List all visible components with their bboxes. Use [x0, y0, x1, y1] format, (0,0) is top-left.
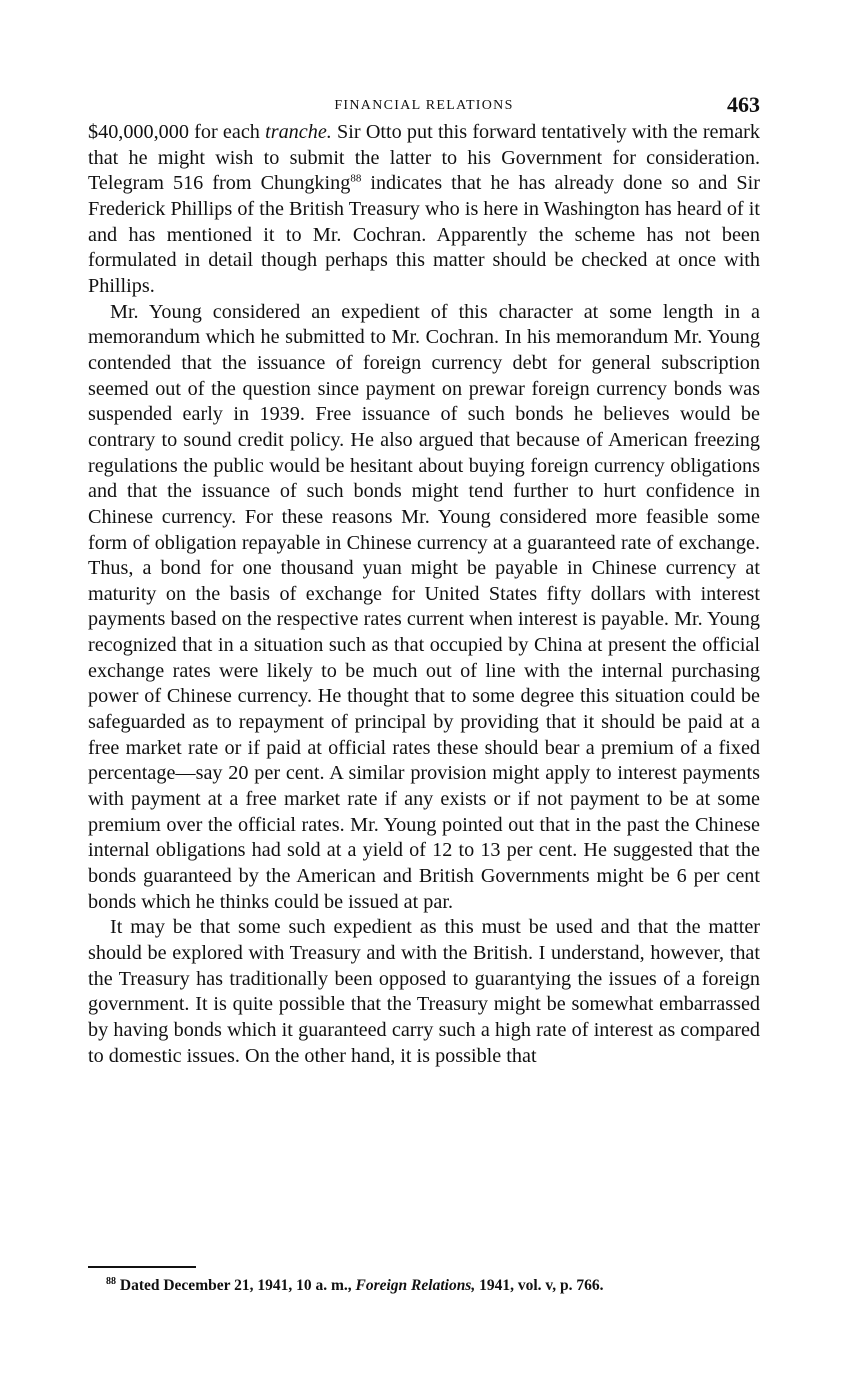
- paragraph-1-italic: tranche.: [265, 121, 332, 143]
- footnote: [106, 1276, 766, 1296]
- document-page: [88, 88, 760, 1069]
- paragraph-1-text-a: $40,000,000 for each: [88, 121, 266, 143]
- running-title: FINANCIAL RELATIONS: [334, 98, 514, 113]
- paragraph-2: Mr. Young considered an expedient of this character at some length in a memorandum which he submitted to Mr. Cochran. In his memorandum Mr. Young contended that the issuance of foreign currency debt for general subscription seemed out of the question since payment on prewar foreign currency bonds was suspended early in 1939. Free issuance of such bonds he believes would be contrary to sound credit policy. He also argued that because of American freezing regulations the public would be hesitant about buying foreign currency obligations and that the issuance of such bonds might tend further to hurt confidence in Chinese currency. For these reasons Mr. Young considered more feasible some form of obligation repayable in Chinese currency at a guaranteed rate of exchange. Thus, a bond for one thousand yuan might be payable in Chinese currency at maturity on the basis of exchange for United States fifty dollars with interest payments based on the respective rates current when interest is payable. Mr. Young recognized that in a situation such as that occupied by China at present the official exchange rates were likely to be much out of line with the internal purchasing power of Chinese currency. He thought that to some degree this situation could be safeguarded as to repayment of principal by providing that it should be paid at a free market rate or if paid at official rates these should bear a premium of a fixed percentage—say 20 per cent. A similar provision might apply to interest payments with payment at a free market rate if any exists or if not payment to be at some premium over the official rates. Mr. Young pointed out that in the past the Chinese internal obligations had sold at a yield of 12 to 13 per cent. He suggested that the bonds guaranteed by the American and British Governments might be 6 per cent bonds which he thinks could be issued at par.: [88, 300, 760, 913]
- footnote-text-a: Dated December 21, 1941, 10 a. m.,: [116, 1277, 356, 1294]
- body-text: [88, 120, 760, 1069]
- paragraph-1: [88, 120, 760, 300]
- paragraph-1-text-b: Sir Otto put this forward tentatively with the remark that he might wish to submit the latter to his Government for consideration. Telegram 516 from Chungking: [88, 121, 760, 195]
- footnote-italic: Foreign Relations,: [355, 1277, 476, 1294]
- running-head: [88, 88, 760, 120]
- footnote-divider: [88, 1266, 196, 1268]
- footnote-text-b: 1941, vol. v, p. 766.: [475, 1277, 604, 1294]
- page-number: 463: [727, 92, 760, 117]
- footnote-reference: 88: [350, 172, 362, 185]
- paragraph-3: It may be that some such expedient as this must be used and that the matter should be explored with Treasury and with the British. I understand, however, that the Treasury has traditionally been opposed to guarantying the issues of a foreign government. It is quite possible that the Treasury might be somewhat embarrassed by having bonds which it guaranteed carry such a high rate of interest as compared to domestic issues. On the other hand, it is possible that: [88, 916, 760, 1067]
- paragraph-1-text-c: indicates that he has already done so and Sir Frederick Phillips of the British Treasury who is here in Washington has heard of it and has mentioned it to Mr. Cochran. Apparently the scheme has not been formulated in detail though perhaps this matter should be checked at once with Phillips.: [88, 172, 760, 297]
- footnote-mark: 88: [106, 1275, 116, 1287]
